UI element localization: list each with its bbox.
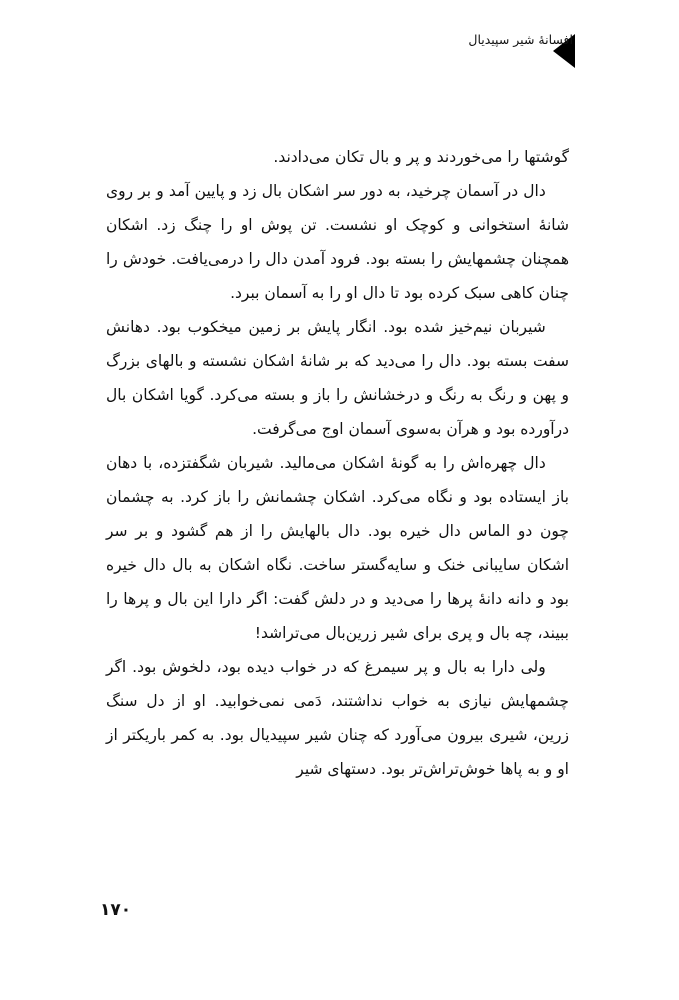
paragraph-1: گوشتها را می‌خوردند و پر و بال تکان می‌دادند.	[273, 148, 569, 166]
paragraph-2: دال در آسمان چرخید، به دور سر اشکان بال زد و پایین آمد و بر روی شانهٔ استخوانی و کوچک او نشست. تن پوش او را چنگ زد. اشکان همچنان چشمهایش را بسته بود. فرود آمدن دال را درمی‌یافت. خودش را چنان کاهی سبک کرده بود تا دال او را به آسمان ببرد.	[106, 182, 569, 302]
paragraph-3: شیربان نیم‌خیز شده بود. انگار پایش بر زمین میخکوب بود. دهانش سفت بسته بود. دال را می‌دید که بر شانهٔ اشکان نشسته و بالهای بزرگ و پهن و رنگ به رنگ و درخشانش را باز و بسته می‌کرد. گویا اشکان بال درآورده بود و هرآن به‌سوی آسمان اوج می‌گرفت.	[106, 318, 569, 438]
paragraph-4: دال چهره‌اش را به گونهٔ اشکان می‌مالید. شیربان شگفتزده، با دهان باز ایستاده بود و نگاه می‌کرد. اشکان چشمانش را باز کرد. به چشمان چون دو الماس دال خیره بود. دال بالهایش را از هم گشود و بر سر اشکان سایبانی خنک و سایه‌گستر ساخت. نگاه اشکان به بال دال خیره بود و دانه دانهٔ پرها را می‌دید و در دلش گفت: اگر دارا این بال و پرها را ببیند، چه بال و پری برای شیر زرین‌بال می‌تراشد!	[106, 454, 569, 642]
page-number: ۱۷۰	[100, 900, 132, 920]
paragraph-5: ولی دارا به بال و پر سیمرغ که در خواب دیده بود، دلخوش بود. اگر چشمهایش نیازی به خواب نداشتند، دَمی نمی‌خوابید. او از دل سنگ زرین، شیری بیرون می‌آورد که چنان شیر سپیدیال بود. به کمر باریکتر از او و به پاها خوش‌تراش‌تر بود. دستهای شیر	[106, 658, 569, 778]
running-header: افسانهٔ شیر سپیدیال	[468, 32, 573, 47]
body-text	[106, 140, 569, 786]
